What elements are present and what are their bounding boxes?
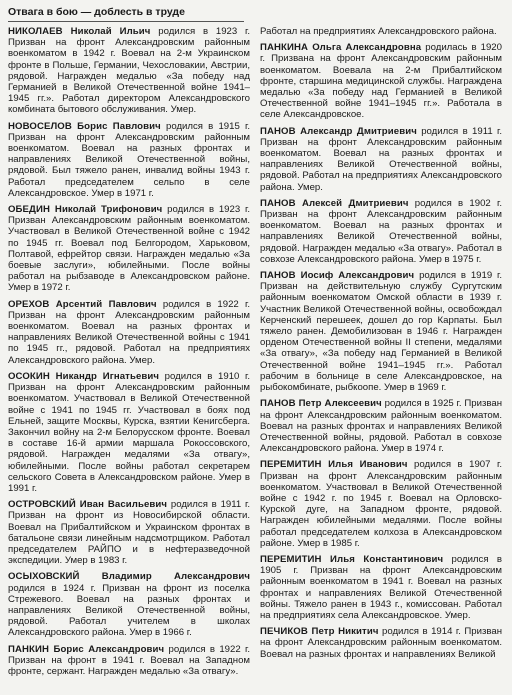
person-name: ОСТРОВСКИЙ Иван Васильевич: [8, 499, 168, 511]
biography-text: родился в 1911 г. Призван на фронт Александровским районным военкоматом. Воевал на разных фронтах и направлениях Великой Отечественной войны, рядовой. Работал на предприятиях Александровского района. Умер.: [260, 125, 503, 193]
biography-entry: [8, 299, 250, 366]
biography-text: родился в 1922 г. Призван на фронт в 1941 г. Воевал на Западном фронте, сержант. Награжден медалью «За отвагу».: [8, 643, 250, 677]
biography-entry: [8, 499, 250, 566]
person-name: НОВОСЕЛОВ Борис Павлович: [8, 120, 161, 132]
biography-text: родился в 1910 г. Призван на фронт Александровским районным военкоматом. Участвовал в Великой Отечественной войне с 1941 по 1945 гг. Участвовал в боях под Ельней, защите Москвы, Курска, взятии Кенигсберга. Закончил войну на 2-м Белорусском фронте. Воевал в составе 16-й армии маршала Рокоссовского, рядовой. Награжден медалями «За отвагу», юбилейными. После войны работал секретарем сельского Совета в Александровском районе. Умер в 1991 г.: [8, 370, 250, 494]
person-name: ПАНОВ Петр Алексеевич: [260, 398, 382, 410]
person-name: ОРЕХОВ Арсентий Павлович: [8, 298, 157, 310]
person-name: ПАНКИНА Ольга Александровна: [260, 42, 422, 54]
biography-entry: [260, 270, 502, 393]
biography-text: родился в 1922 г. Призван на фронт Александровским районным военкоматом. Воевал на разных фронтах и направлениях Великой Отечественной войны с 1941 по 1945 гг., рядовой. Работал на предприятиях Александровского района. Умер.: [8, 298, 250, 366]
person-name: ПАНОВ Алексей Дмитриевич: [260, 197, 409, 209]
person-name: ПЕЧИКОВ Петр Никитич: [260, 626, 379, 638]
biography-text: родился в 1914 г. Призван на фронт Александровским районным военкоматом. Воевал на разных фронтах и направлениях Великой: [260, 626, 502, 660]
person-name: ПАНОВ Александр Дмитриевич: [260, 125, 417, 137]
person-name: ПЕРЕМИТИН Илья Константинович: [260, 553, 444, 565]
columns: [8, 26, 504, 682]
biography-entry: [8, 204, 250, 294]
person-name: ПЕРЕМИТИН Илья Иванович: [260, 459, 408, 471]
person-name: ПАНКИН Борис Александрович: [8, 643, 165, 655]
biography-entry: [8, 644, 250, 678]
biography-text: родилась в 1920 г. Призвана на фронт Александровским районным военкоматом. Воевала на 2-м Прибалтийском фронте, старшина медицинской службы. Награждена медалью «За победу над Германией в Великой Отечественной войне 1941–1945 гг.». Работала в селе Александровское.: [260, 42, 502, 121]
right-column: [260, 26, 502, 682]
person-name: ОСОКИН Никандр Игнатьевич: [8, 370, 160, 382]
left-column: [8, 26, 250, 682]
biography-text: родился в 1902 г. Призван на фронт Александровским районным военкоматом. Воевал на разных фронтах и направлениях Великой Отечественной войны, рядовой. Награжден медалью «За отвагу». Работал в совхозе Александровского района. Умер в 1975 г.: [260, 197, 502, 265]
person-name: НИКОЛАЕВ Николай Ильич: [8, 26, 151, 37]
biography-entry: [260, 554, 502, 621]
biography-entry: [260, 42, 502, 120]
biography-text: родился в 1925 г. Призван на фронт Александровским районным военкоматом. Воевал на разных фронтах и направлениях Великой Отечественной войны, рядовой. Работал в совхозе Александровского района. Умер в 1974 г.: [260, 398, 502, 455]
biography-entry: [260, 126, 502, 193]
biography-text: родился в 1907 г. Призван на фронт Александровским районным военкоматом. Участвовал в Великой Отечественной войне с 1942 г. по 1945 г. Воевал на Орловско-Курской дуге, на Западном фронте, рядовой. Награжден юбилейными медалями. После войны работал председателем колхоза в Александровском районе. Умер в 1985 г.: [260, 459, 502, 549]
person-name: ОБЕДИН Николай Трифонович: [8, 204, 163, 216]
biography-entry: [8, 571, 250, 638]
person-name: ОСЫХОВСКИЙ Владимир Александрович: [8, 571, 250, 583]
person-name: ПАНОВ Иосиф Александрович: [260, 270, 415, 282]
biography-entry: [8, 26, 250, 116]
biography-entry: [8, 371, 250, 494]
biography-text: родился в 1924 г. Призван на фронт из поселка Стрежевого. Воевал на разных фронтах и направлениях Великой Отечественной войны, рядовой. Работал учителем в школах Александровского района. Умер в 1966 г.: [8, 582, 250, 639]
biography-text: родился в 1919 г. Призван на действительную службу Сургутским районным военкоматом Омской области в 1939 г. Участник Великой Отечественной войны, освобождал Керченский перешеек, дошел до гор Карпаты. Был тяжело ранен. Демобилизован в 1946 г. Награжден орденом Отечественной войны II степени, медалями «За отвагу», «За победу над Германией в Великой Отечественной войне 1941–1945 гг.». Работал рабочим в больнице в селе Александровское, на рыбокомбинате, рыбкоопе. Умер в 1969 г.: [260, 270, 502, 394]
biography-entry: [260, 398, 502, 454]
continued-text: Работал на предприятиях Александровского района.: [260, 26, 497, 37]
biography-text: родился в 1915 г. Призван на фронт Александровским районным военкоматом. Воевал на разных фронтах и направлениях Великой Отечественной войны, рядовой. Был тяжело ранен, инвалид войны 1943 г. Работал председателем сельпо в селе Александровское. Умер в 1971 г.: [8, 120, 250, 199]
biography-entry: [260, 198, 502, 265]
biography-entry: [260, 459, 502, 549]
running-header: Отвага в бою — доблесть в труде: [8, 6, 244, 22]
biography-text: родился в 1911 г. Призван на фронт из Новосибирской области. Воевал на Прибалтийском и Украинском фронтах в батальоне связи линейным надсмотрщиком. Работал председателем РАЙПО и в нефтеразведочной экспедиции. Умер в 1983 г.: [8, 499, 250, 567]
biography-entry: [260, 626, 502, 660]
biography-text: родился в 1905 г. Призван на фронт Александровским районным военкоматом в 1941 г. Воевал на разных фронтах и направлениях Великой Отечественной войны. Тяжело ранен в 1943 г., комиссован. Работал на предприятиях села Александровское. Умер.: [260, 553, 503, 621]
biography-text: родился в 1923 г. Призван Александровским районным военкоматом. Участвовал в Великой Отечественной войне с 1942 по 1945 гг. Воевал под Белгородом, Харьковом, Полтавой, ефрейтор связи. Награжден медалью «За боевые заслуги», юбилейными. После войны работал на рыбзаводе в Александровском районе. Умер в 1972 г.: [8, 204, 250, 294]
biography-entry: [8, 121, 250, 199]
biography-text: родился в 1923 г. Призван на фронт Александровским районным военкоматом в 1942 г. Воевал на 2-м Украинском фронте в Польше, Германии, Чехословакии, Австрии, рядовой. Награжден медалью «За победу над Германией в Великой Отечественной войне 1941–1945 гг.». Работал директором Александровского комбината бытового обслуживания. Умер.: [8, 26, 250, 116]
